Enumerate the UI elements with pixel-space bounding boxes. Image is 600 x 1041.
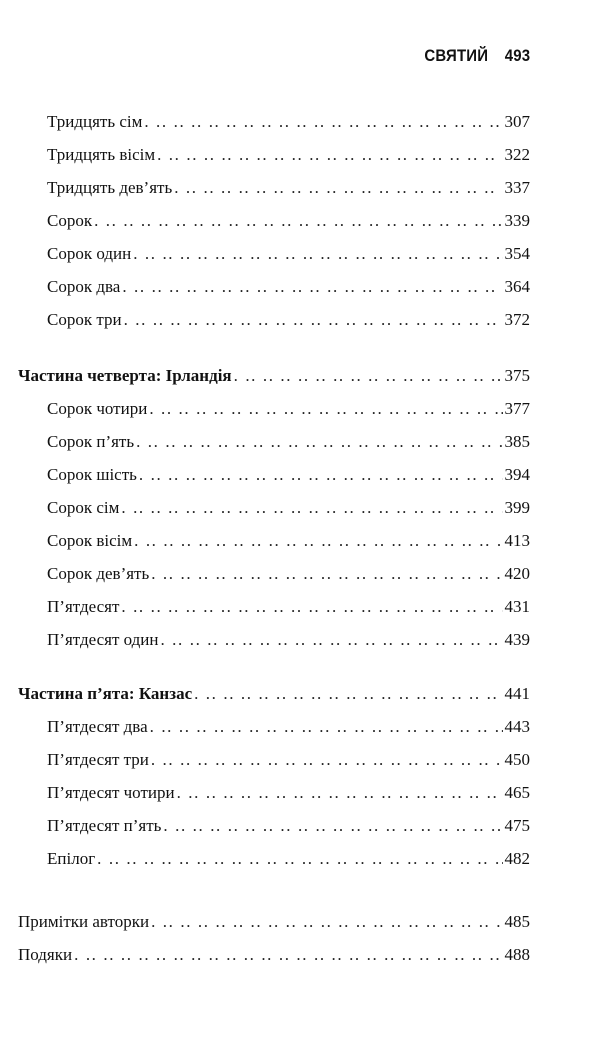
dot-leader	[157, 143, 502, 167]
toc-entry-label: Сорок п’ять	[47, 432, 135, 451]
toc-backmatter-entry	[18, 910, 530, 934]
page-number: 493	[504, 46, 530, 65]
toc-entry-page: 439	[504, 630, 530, 649]
toc-entry-label: Подяки	[18, 945, 73, 964]
toc-entry-label: П’ятдесят три	[47, 750, 149, 769]
toc-entry-label: П’ятдесят п’ять	[47, 816, 162, 835]
toc-entry	[18, 397, 530, 421]
toc-entry-page: 441	[504, 684, 530, 703]
toc-entry-label: П’ятдесят чотири	[47, 783, 175, 802]
toc-entry-page: 488	[504, 945, 530, 964]
toc-entry-label: Сорок	[47, 211, 93, 230]
toc-entry	[18, 529, 530, 553]
dot-leader	[124, 308, 503, 332]
toc-entry-label: Сорок один	[47, 244, 132, 263]
toc-entry-page: 443	[504, 717, 530, 736]
toc-entry-page: 485	[504, 912, 530, 931]
toc-entry	[18, 143, 530, 167]
dot-leader	[150, 715, 503, 739]
toc-entry-label: Сорок два	[47, 277, 121, 296]
toc-entry-label: Епілог	[47, 849, 96, 868]
toc-entry-page: 337	[504, 178, 530, 197]
toc-entry	[18, 430, 530, 454]
toc-entry	[18, 176, 530, 200]
toc-entry-label: Частина п’ята: Канзас	[18, 684, 193, 703]
dot-leader	[74, 943, 502, 967]
dot-leader	[149, 397, 502, 421]
dot-leader	[122, 275, 502, 299]
dot-leader	[174, 176, 502, 200]
toc-entry-page: 339	[504, 211, 530, 230]
dot-leader	[134, 529, 502, 553]
toc-entry	[18, 715, 530, 739]
toc-entry	[18, 628, 530, 652]
dot-leader	[151, 748, 503, 772]
dot-leader	[177, 781, 503, 805]
dot-leader	[121, 595, 502, 619]
dot-leader	[151, 562, 502, 586]
dot-leader	[163, 814, 502, 838]
toc-entry-label: Сорок шість	[47, 465, 137, 484]
toc-entry	[18, 242, 530, 266]
toc-entry-page: 322	[504, 145, 530, 164]
toc-entry-label: Сорок чотири	[47, 399, 148, 418]
running-header-title: СВЯТИЙ	[424, 46, 488, 65]
dot-leader	[139, 463, 503, 487]
dot-leader	[160, 628, 502, 652]
toc-entry	[18, 463, 530, 487]
dot-leader	[121, 496, 502, 520]
toc-entry-label: Тридцять сім	[47, 112, 143, 131]
toc-entry-label: Сорок сім	[47, 498, 120, 517]
toc-entry-page: 420	[504, 564, 530, 583]
toc-entry	[18, 814, 530, 838]
dot-leader	[94, 209, 502, 233]
toc-entry-page: 377	[504, 399, 530, 418]
toc-part-heading	[18, 682, 530, 706]
toc-entry-label: П’ятдесят один	[47, 630, 159, 649]
dot-leader	[234, 364, 503, 388]
running-header	[424, 46, 530, 66]
toc-entry-page: 364	[504, 277, 530, 296]
dot-leader	[194, 682, 502, 706]
toc-entry-page: 475	[504, 816, 530, 835]
toc-entry	[18, 562, 530, 586]
toc-entry-page: 431	[504, 597, 530, 616]
toc-entry-label: Тридцять вісім	[47, 145, 156, 164]
toc-entry-label: Частина четверта: Ірландія	[18, 366, 232, 385]
toc-entry	[18, 781, 530, 805]
toc-backmatter-entry	[18, 943, 530, 967]
dot-leader	[133, 242, 502, 266]
toc-entry-page: 307	[504, 112, 530, 131]
toc-entry-label: Сорок три	[47, 310, 122, 329]
dot-leader	[151, 910, 502, 934]
toc-entry	[18, 308, 530, 332]
toc-entry-label: П’ятдесят два	[47, 717, 148, 736]
toc-entry	[18, 209, 530, 233]
toc-entry-label: Сорок вісім	[47, 531, 133, 550]
toc-entry-page: 450	[504, 750, 530, 769]
toc-entry	[18, 110, 530, 134]
toc-part-heading	[18, 364, 530, 388]
toc-entry-page: 394	[504, 465, 530, 484]
toc-entry-page: 375	[504, 366, 530, 385]
toc-entry-page: 399	[504, 498, 530, 517]
dot-leader	[144, 110, 502, 134]
toc-entry-label: Тридцять дев’ять	[47, 178, 173, 197]
toc-entry-label: Сорок дев’ять	[47, 564, 150, 583]
dot-leader	[136, 430, 502, 454]
toc-entry-label: Примітки авторки	[18, 912, 150, 931]
toc-entry	[18, 847, 530, 871]
toc-entry	[18, 275, 530, 299]
toc-entry-page: 372	[504, 310, 530, 329]
toc-entry-label: П’ятдесят	[47, 597, 120, 616]
toc-entry	[18, 595, 530, 619]
toc-entry	[18, 748, 530, 772]
toc-entry-page: 354	[504, 244, 530, 263]
toc-entry-page: 482	[504, 849, 530, 868]
toc-entry-page: 385	[504, 432, 530, 451]
dot-leader	[97, 847, 502, 871]
toc-entry-page: 465	[504, 783, 530, 802]
toc-entry	[18, 496, 530, 520]
toc-entry-page: 413	[504, 531, 530, 550]
